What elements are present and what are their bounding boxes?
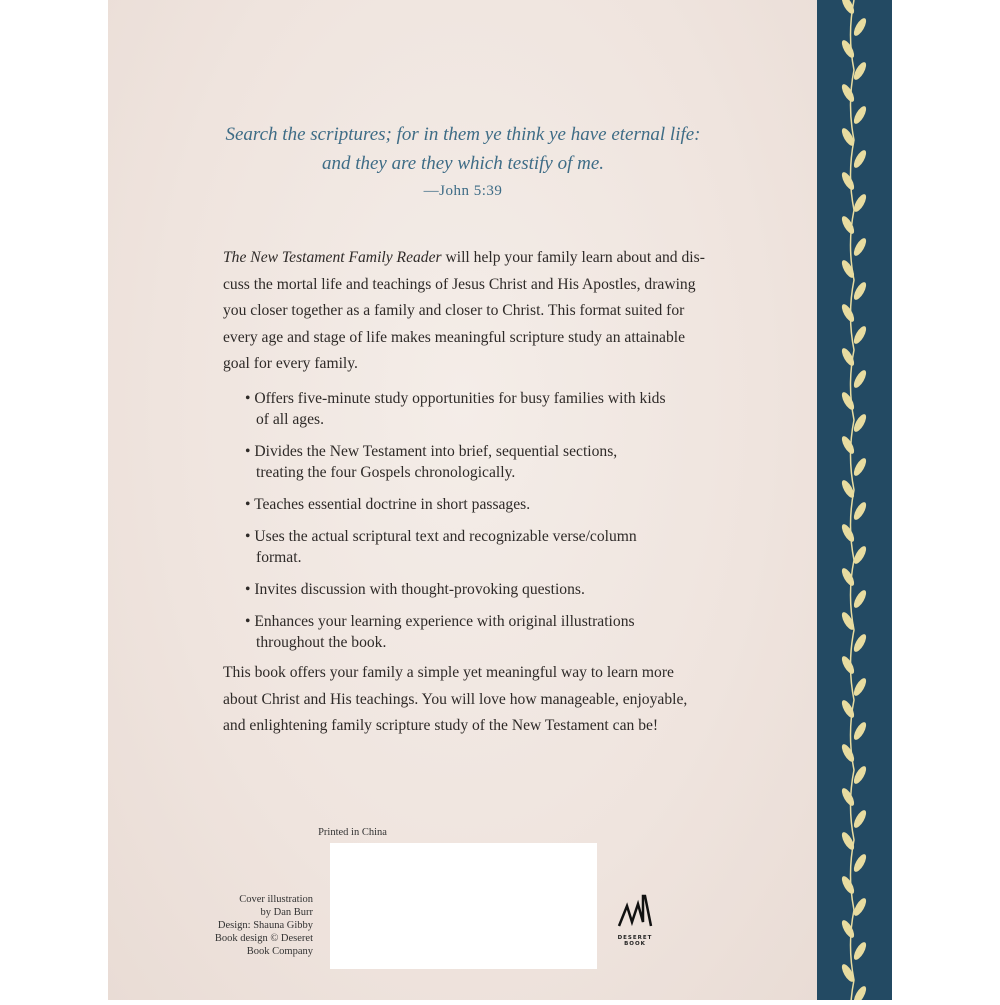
leaf-icon <box>852 104 869 125</box>
leaf-icon <box>852 984 869 1000</box>
decorative-vine-strip <box>817 0 892 1000</box>
quote-line: Search the scriptures; for in them ye think ye have eternal life: <box>225 124 701 145</box>
bullet-item: • Invites discussion with thought-provoking questions. <box>245 581 585 598</box>
intro-line: goal for every family. <box>223 355 358 373</box>
leaf-icon <box>840 918 857 939</box>
intro-line: cuss the mortal life and teachings of Jesus Christ and His Apostles, drawing <box>223 275 696 293</box>
credit-line: Book design © Deseret <box>214 933 313 944</box>
leaf-icon <box>852 632 869 653</box>
leaf-icon <box>852 324 869 345</box>
leaf-icon <box>852 940 869 961</box>
leaf-icon <box>840 654 857 675</box>
bullet-item: • Offers five-minute study opportunities for busy families with kids <box>245 390 666 407</box>
publisher-name: DESERET <box>617 935 653 941</box>
bullet-item: • Uses the actual scriptural text and recognizable verse/column <box>245 528 637 545</box>
leaf-icon <box>852 588 869 609</box>
leaf-icon <box>852 808 869 829</box>
leaf-icon <box>852 456 869 477</box>
leaf-icon <box>840 38 857 59</box>
leaf-icon <box>840 742 857 763</box>
leaf-icon <box>852 368 869 389</box>
leaf-icon <box>840 786 857 807</box>
leaf-icon <box>840 874 857 895</box>
credit-line: Design: Shauna Gibby <box>217 920 313 931</box>
intro-line: you closer together as a family and closer to Christ. This format suited for <box>223 302 685 320</box>
leaf-icon <box>852 148 869 169</box>
closing-line: about Christ and His teachings. You will love how manageable, enjoyable, <box>223 690 688 708</box>
credit-line: Cover illustration <box>239 894 313 905</box>
book-title: The New Testament Family Reader <box>223 249 442 266</box>
bullet-item: treating the four Gospels chronologically. <box>256 464 516 481</box>
bullet-item: • Teaches essential doctrine in short passages. <box>245 496 531 513</box>
bullet-item: throughout the book. <box>256 634 387 651</box>
publisher-logo-icon <box>615 890 655 930</box>
quote-line: and they are they which testify of me. <box>321 153 605 174</box>
credit-line: by Dan Burr <box>260 907 313 918</box>
leaf-icon <box>852 852 869 873</box>
leaf-icon <box>840 390 857 411</box>
publisher-name: BOOK <box>624 941 646 947</box>
leaf-icon <box>840 522 857 543</box>
bullet-item: • Divides the New Testament into brief, sequential sections, <box>245 443 618 460</box>
leaf-icon <box>852 500 869 521</box>
leaf-icon <box>852 236 869 257</box>
leaf-icon <box>852 676 869 697</box>
intro-text: will help your family learn about and dis- <box>441 249 705 266</box>
publisher-logo <box>610 890 660 947</box>
barcode-area <box>330 843 597 969</box>
leaf-icon <box>840 566 857 587</box>
intro-line: every age and stage of life makes meaningful scripture study an attainable <box>223 328 686 346</box>
printed-in: Printed in China <box>318 827 387 838</box>
leaf-icon <box>852 16 869 37</box>
intro-line <box>223 249 705 267</box>
closing-line: and enlightening family scripture study of the New Testament can be! <box>223 717 659 735</box>
credit-line: Book Company <box>246 946 313 957</box>
bullet-item: • Enhances your learning experience with original illustrations <box>245 613 635 630</box>
leaf-icon <box>840 302 857 323</box>
leaf-icon <box>840 214 857 235</box>
quote-attribution: —John 5:39 <box>423 183 503 199</box>
closing-line: This book offers your family a simple yet meaningful way to learn more <box>223 664 674 681</box>
leaf-icon <box>840 170 857 191</box>
leaf-icon <box>840 82 857 103</box>
leaf-icon <box>852 720 869 741</box>
bullet-item: format. <box>256 549 302 566</box>
vine-icon <box>817 0 892 1000</box>
bullet-item: of all ages. <box>256 411 324 428</box>
leaf-icon <box>840 434 857 455</box>
